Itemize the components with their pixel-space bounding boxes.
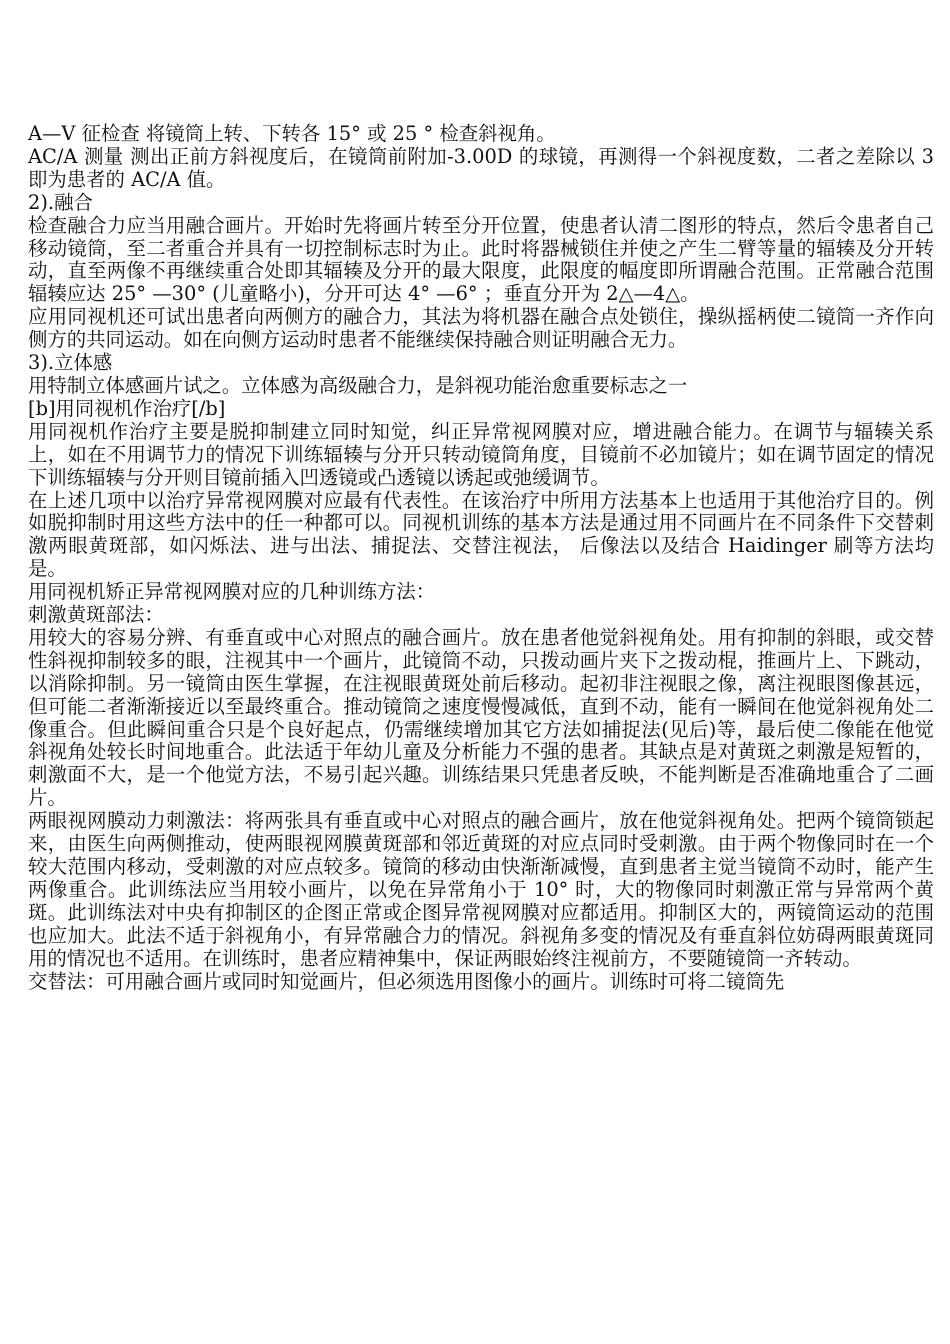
paragraph-stereopsis: 用特制立体感画片试之。立体感为高级融合力，是斜视功能治愈重要标志之一 bbox=[28, 373, 688, 397]
heading-treatment: [b]用同视机作治疗[/b] bbox=[28, 396, 226, 420]
paragraph-training-intro: 用同视机矫正异常视网膜对应的几种训练方法： bbox=[28, 580, 436, 604]
paragraph-arc-methods: 在上述几项中以治疗异常视网膜对应最有代表性。在该治疗中所用方法基本上也适用于其他治疗目的。例如脱抑制时用这些方法中的任一种都可以。同视机训练的基本方法是通过用不同画片在不同条件下交替刺激两眼黄斑部，如闪烁法、进与出法、捕捉法、交替注视法， 后像法以及结合 Haidinger 刷等方法均是。 bbox=[28, 488, 934, 581]
heading-stereopsis: 3).立体感 bbox=[28, 351, 113, 375]
heading-macula-stimulation: 刺激黄斑部法： bbox=[28, 603, 164, 627]
paragraph-macula-stimulation: 用较大的容易分辨、有垂直或中心对照点的融合画片。放在患者他觉斜视角处。用有抑制的斜眼，或交替性斜视抑制较多的眼，注视其中一个画片，此镜筒不动，只拨动画片夹下之拨动棍，推画片上、下跳动，以消除抑制。另一镜筒由医生掌握，在注视眼黄斑处前后移动。起初非注视眼之像，离注视眼图像甚远，但可能二者渐渐接近以至最终重合。推动镜筒之速度慢慢减低，直到不动，能有一瞬间在他觉斜视角处二像重合。但此瞬间重合只是个良好起点，仍需继续增加其它方法如捕捉法(见后)等，最后使二像能在他觉斜视角处较长时间地重合。此法适于年幼儿童及分析能力不强的患者。其缺点是对黄斑之刺激是短暂的，刺激面不大，是一个他觉方法，不易引起兴趣。训练结果只凭患者反映，不能判断是否准确地重合了二画片。 bbox=[28, 625, 934, 810]
paragraph-aca-measure: AC/A 测量 测出正前方斜视度后，在镜筒前附加-3.00D 的球镜，再测得一个斜视度数，二者之差除以 3 即为患者的 AC/A 值。 bbox=[28, 144, 934, 191]
paragraph-treatment: 用同视机作治疗主要是脱抑制建立同时知觉，纠正异常视网膜对应，增进融合能力。在调节与辐辏关系上，如在不用调节力的情况下训练辐辏与分开只转动镜筒角度，目镜前不必加镜片；如在调节固定的情况下训练辐辏与分开则目镜前插入凹透镜或凸透镜以诱起或弛缓调节。 bbox=[28, 419, 934, 489]
paragraph-alternation: 交替法：可用融合画片或同时知觉画片，但必须选用图像小的画片。训练时可将二镜筒先 bbox=[28, 969, 785, 993]
document-page bbox=[28, 123, 934, 993]
paragraph-lateral-fusion: 应用同视机还可试出患者向两侧方的融合力，其法为将机器在融合点处锁住，操纵摇柄使二镜筒一齐作向侧方的共同运动。如在向侧方运动时患者不能继续保持融合则证明融合无力。 bbox=[28, 305, 934, 352]
heading-fusion: 2).融合 bbox=[28, 190, 93, 214]
paragraph-dynamic-stimulation: 两眼视网膜动力刺激法：将两张具有垂直或中心对照点的融合画片，放在他觉斜视角处。把两个镜筒锁起来，由医生向两侧推动，使两眼视网膜黄斑部和邻近黄斑的对应点同时受刺激。由于两个物像同时在一个较大范围内移动，受刺激的对应点较多。镜筒的移动由快渐渐减慢，直到患者主觉当镜筒不动时，能产生两像重合。此训练法应当用较小画片，以免在异常角小于 10° 时，大的物像同时刺激正常与异常两个黄斑。此训练法对中央有抑制区的企图正常或企图异常视网膜对应都适用。抑制区大的，两镜筒运动的范围也应加大。此法不适于斜视角小，有异常融合力的情况。斜视角多变的情况及有垂直斜位妨碍两眼黄斑同用的情况也不适用。在训练时，患者应精神集中，保证两眼始终注视前方，不要随镜筒一齐转动。 bbox=[28, 809, 934, 970]
paragraph-av-test: A—V 征检查 将镜筒上转、下转各 15° 或 25 ° 检查斜视角。 bbox=[28, 122, 556, 145]
paragraph-fusion-check: 检查融合力应当用融合画片。开始时先将画片转至分开位置，使患者认清二图形的特点，然后令患者自己移动镜筒，至二者重合并具有一切控制标志时为止。此时将器械锁住并使之产生二臂等量的辐辏及分开转动，直至两像不再继续重合处即其辐辏及分开的最大限度，此限度的幅度即所谓融合范围。正常融合范围辐辏应达 25° —30° (儿童略小)，分开可达 4° —6° ；垂直分开为 2△—4△。 bbox=[28, 213, 934, 306]
